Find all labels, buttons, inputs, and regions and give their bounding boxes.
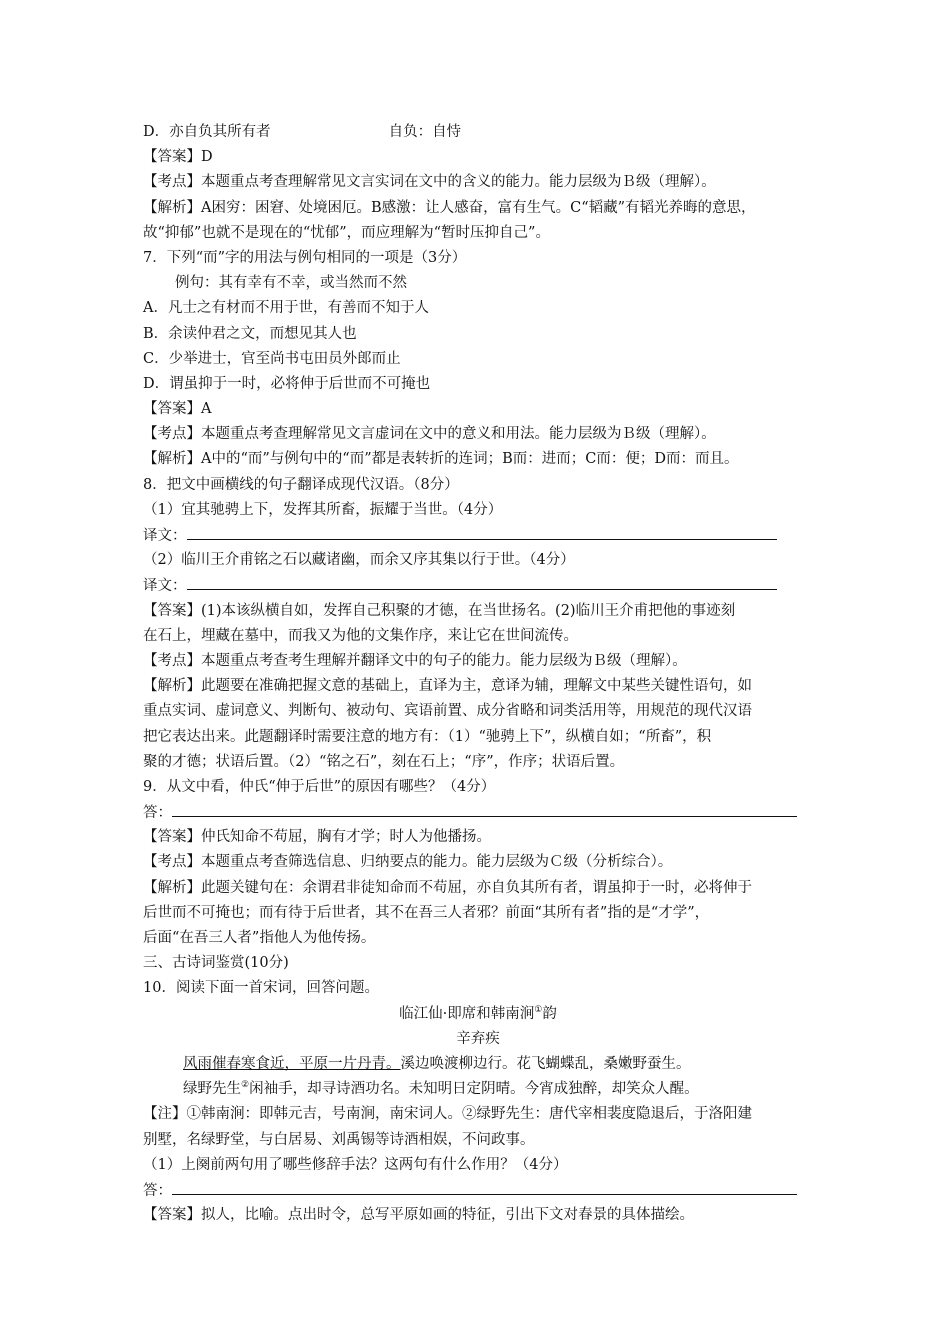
q8-answer-2: 在石上，埋藏在墓中，而我又为他的文集作序，来让它在世间流传。 — [143, 627, 578, 644]
q7-question: 7．下列“而”字的用法与例句相同的一项是（3分） — [143, 249, 467, 266]
q8-jiexi-4: 聚的才德；状语后置。（2）“铭之石”，刻在石上；“序”，作序；状语后置。 — [143, 753, 625, 770]
q9-label: 答： — [143, 805, 172, 822]
document-page — [143, 120, 813, 1228]
q6-jiexi-line2: 故“抑郁”也就不是现在的“忧郁”，而应理解为“暂时压抑自己”。 — [143, 224, 550, 241]
q8-blank2[interactable] — [187, 573, 777, 590]
q7-answer: 【答案】A — [143, 401, 212, 418]
poem-line2-a: 绿野先生 — [183, 1081, 241, 1098]
q6-answer: 【答案】D — [143, 149, 213, 166]
q9-answer-line — [143, 800, 813, 825]
q10-label: 答： — [143, 1182, 172, 1199]
q8-label1: 译文： — [143, 528, 187, 544]
q9-answer: 【答案】仲氏知命不苟屈，胸有才学；时人为他播扬。 — [143, 829, 491, 846]
q8-question: 8．把文中画横线的句子翻译成现代汉语。（8分） — [143, 476, 459, 493]
q7-kaodian: 【考点】本题重点考查理解常见文言虚词在文中的意义和用法。能力层级为Ｂ级（理解）。 — [143, 426, 716, 443]
poem-title-text: 临江仙·即席和韩南涧 — [399, 1005, 535, 1022]
q8-jiexi-2: 重点实词、虚词意义、判断句、被动句、宾语前置、成分省略和词类活用等，用规范的现代汉语 — [143, 703, 752, 720]
q8-answer-1: 【答案】(1)本该纵横自如，发挥自己积聚的才德，在当世扬名。(2)临川王介甫把他的事迹刻 — [143, 602, 736, 619]
q9-jiexi-3: 后面“在吾三人者”指他人为他传扬。 — [143, 930, 376, 946]
q9-question: 9．从文中看，仲氏“伸于后世”的原因有哪些？（4分） — [143, 778, 496, 795]
poem-line2-note: ② — [241, 1080, 250, 1091]
q9-jiexi-2: 后世而不可掩也；而有待于后世者，其不在吾三人者邪？前面“其所有者”指的是“才学”， — [143, 904, 710, 921]
q10-note-2: 别墅，名绿野堂，与白居易、刘禹锡等诗酒相娱，不问政事。 — [143, 1131, 535, 1148]
poem-author: 辛弃疾 — [456, 1030, 500, 1047]
q6-option-d — [143, 120, 813, 145]
q10-question: 10．阅读下面一首宋词，回答问题。 — [143, 980, 379, 997]
q9-kaodian: 【考点】本题重点考查筛选信息、归纳要点的能力。能力层级为Ｃ级（分析综合）。 — [143, 854, 673, 871]
poem-title-end: 韵 — [542, 1005, 557, 1022]
q7-jiexi: 【解析】A中的“而”与例句中的“而”都是表转折的连词；B而：进而；C而：便；D而：而且。 — [143, 451, 739, 468]
q6-option-d-gloss: 自负：自恃 — [388, 124, 462, 140]
q7-option-a: A．凡士之有材而不用于世，有善而不知于人 — [143, 300, 429, 317]
q8-jiexi-1: 【解析】此题要在准确把握文意的基础上，直译为主，意译为辅，理解文中某些关键性语句，如 — [143, 678, 752, 695]
q8-kaodian: 【考点】本题重点考查考生理解并翻译文中的句子的能力。能力层级为Ｂ级（理解）。 — [143, 652, 687, 669]
q8-blank1[interactable] — [187, 523, 777, 540]
q7-option-c: C．少举进士，官至尚书屯田员外郎而止 — [143, 350, 401, 367]
section-3-heading: 三、古诗词鉴赏(10分) — [143, 955, 289, 972]
q6-jiexi-line1: 【解析】A困穷：困窘、处境困厄。B感激：让人感奋，富有生气。C“韬藏”有韬光养晦的意思， — [143, 199, 756, 216]
q9-blank[interactable] — [172, 800, 797, 817]
poem-line2 — [143, 1077, 813, 1102]
q7-example: 例句：其有幸有不幸，或当然而不然 — [175, 275, 407, 292]
q8-answer-line1 — [143, 523, 813, 548]
poem-title-note: ① — [534, 1004, 543, 1015]
poem-title — [143, 1002, 813, 1027]
poem-line1-rest: 溪边唤渡柳边行。花飞蝴蝶乱，桑嫩野蚕生。 — [400, 1055, 691, 1072]
q10-answer: 【答案】拟人，比喻。点出时令，总写平原如画的特征，引出下文对春景的具体描绘。 — [143, 1207, 694, 1224]
q10-answer-line — [143, 1178, 813, 1203]
q6-option-d-text: D．亦自负其所有者 — [143, 124, 271, 140]
q9-jiexi-1: 【解析】此题关键句在：余谓君非徒知命而不苟屈，亦自负其所有者，谓虽抑于一时，必将伸于 — [143, 879, 752, 896]
q8-answer-line2 — [143, 573, 813, 598]
q10-note-1: 【注】①韩南涧：即韩元吉，号南涧，南宋词人。②绿野先生：唐代宰相裴度隐退后，于洛阳建 — [143, 1106, 752, 1123]
poem-line1-underlined: 风雨催春寒食近，平原一片丹青。 — [183, 1055, 401, 1072]
q7-option-b: B．余读仲君之文，而想见其人也 — [143, 325, 357, 342]
poem-line1 — [143, 1052, 813, 1077]
q10-sub1: （1）上阕前两句用了哪些修辞手法？这两句有什么作用？（4分） — [143, 1156, 568, 1173]
q8-jiexi-3: 把它表达出来。此题翻译时需要注意的地方有：（1）“驰骋上下”，纵横自如；“所畜”，积 — [143, 728, 712, 745]
q10-blank[interactable] — [172, 1178, 797, 1195]
q8-label2: 译文： — [143, 578, 187, 595]
q8-sub1: （1）宜其驰骋上下，发挥其所畜，振耀于当世。（4分） — [143, 501, 503, 518]
q8-sub2: （2）临川王介甫铭之石以藏诸幽，而余又序其集以行于世。（4分） — [143, 552, 575, 569]
q6-kaodian: 【考点】本题重点考查理解常见文言实词在文中的含义的能力。能力层级为Ｂ级（理解）。 — [143, 174, 716, 191]
q7-option-d: D．谓虽抑于一时，必将伸于后世而不可掩也 — [143, 375, 431, 392]
poem-line2-b: 闲袖手，却寻诗酒功名。未知明日定阴晴。今宵成独醉，却笑众人醒。 — [249, 1081, 699, 1098]
